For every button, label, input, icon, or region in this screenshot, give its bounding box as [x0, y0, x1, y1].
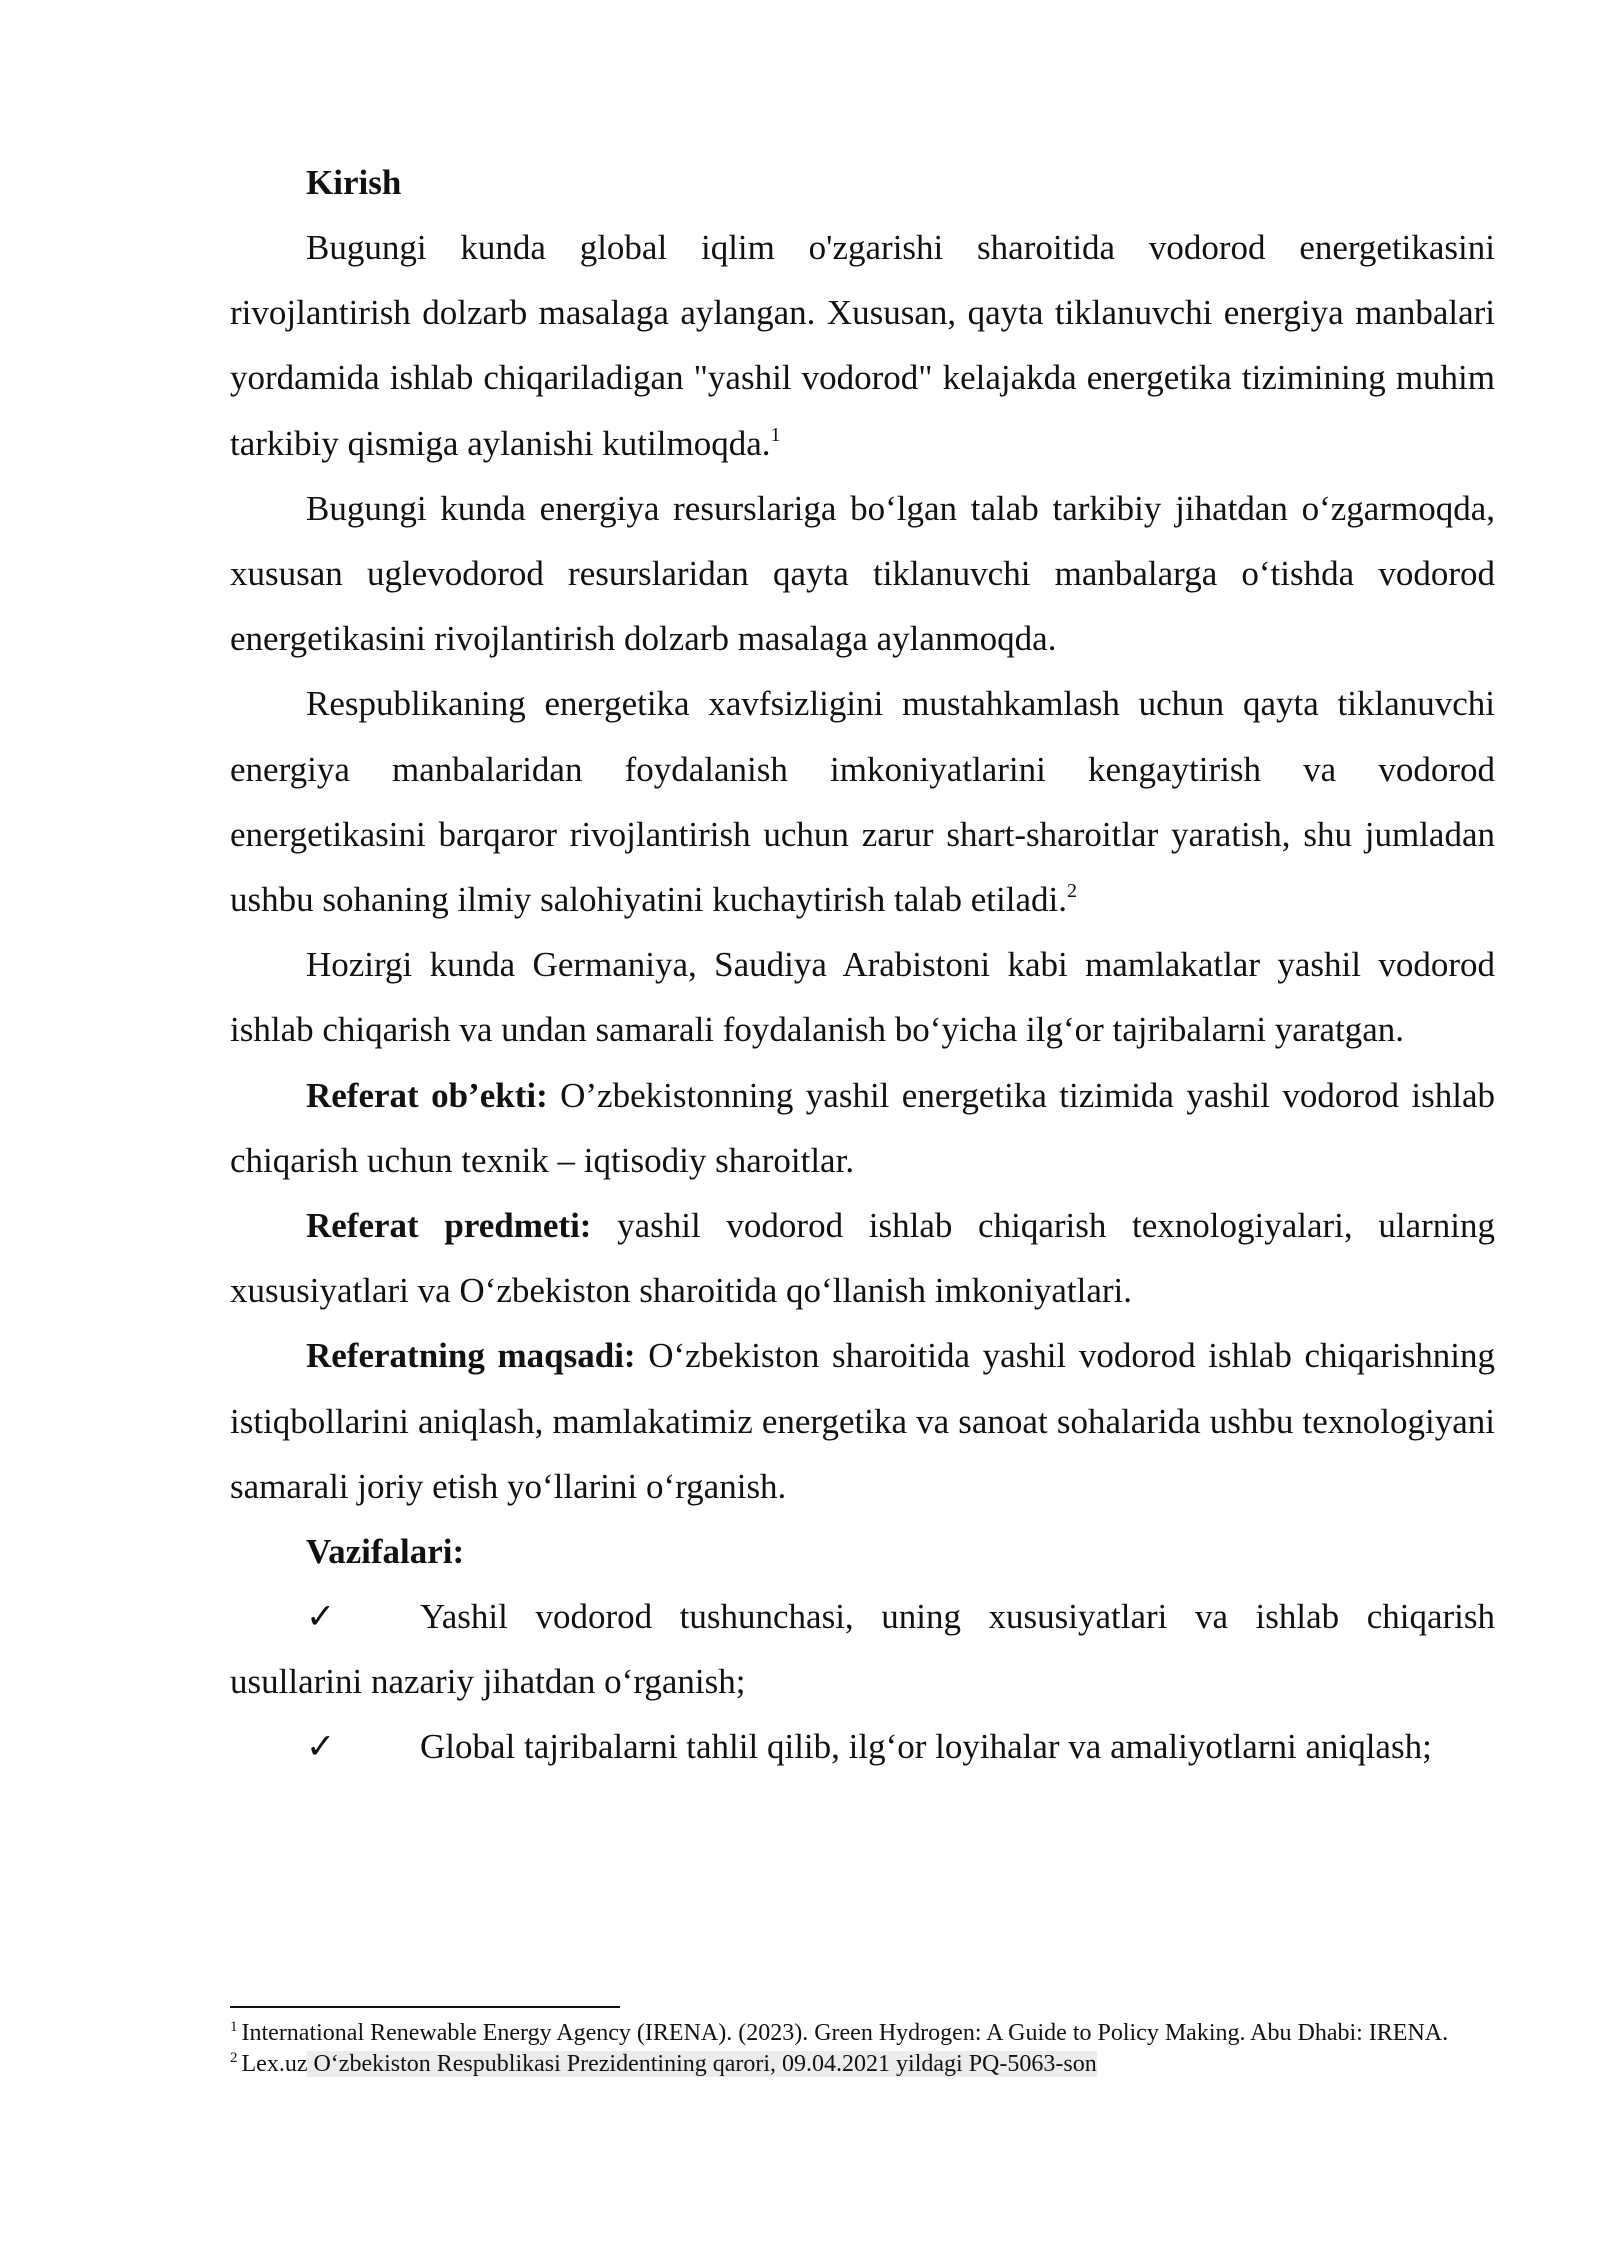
paragraph-1 [230, 215, 1495, 476]
footnote-text: International Renewable Energy Agency (IRENA). (2023). Green Hydrogen: A Guide to Policy Making. Abu Dhabi: IRENA. [241, 2020, 1449, 2046]
footnote-text: O‘zbekiston Respublikasi Prezidentining qarori, 09.04.2021 yildagi PQ-5063-son [307, 2051, 1097, 2077]
paragraph-4: Hozirgi kunda Germaniya, Saudiya Arabistoni kabi mamlakatlar yashil vodorod ishlab chiqarish va undan samarali foydalanish bo‘yicha ilg‘or tajribalarni yaratgan. [230, 945, 1495, 1050]
document-body [230, 150, 1495, 1780]
footnotes [230, 2018, 1495, 2080]
footnote-source: Lex.uz [241, 2051, 308, 2077]
task-item-text: Yashil vodorod tushunchasi, uning xususiyatlari va ishlab chiqarish usullarini nazariy jihatdan o‘rganish; [230, 1597, 1495, 1702]
referat-subject-text: yashil vodorod ishlab chiqarish texnologiyalari, ularning xususiyatlari va O‘zbekiston sharoitida qo‘llanish imkoniyatlari. [230, 1206, 1495, 1311]
footnote-ref-1[interactable]: 1 [770, 423, 781, 446]
footnote-number: 2 [230, 2050, 238, 2066]
paragraph-2: Bugungi kunda energiya resurslariga bo‘lgan talab tarkibiy jihatdan o‘zgarmoqda, xususan uglevodorod resurslaridan qayta tiklanuvchi manbalarga o‘tishda vodorod energetikasini rivojlantirish dolzarb masalaga aylanmoqda. [230, 488, 1495, 659]
referat-object-label: Referat ob’ekti: [306, 1075, 548, 1115]
paragraph-3 [230, 671, 1495, 932]
task-item [230, 1584, 1495, 1714]
referat-object [230, 1063, 1495, 1193]
task-item [230, 1714, 1495, 1779]
paragraph-3-text: Respublikaning energetika xavfsizligini mustahkamlash uchun qayta tiklanuvchi energiya manbalaridan foydalanish imkoniyatlarini kengaytirish va vodorod energetikasini barqaror rivojlantirish uchun zarur shart-sharoitlar yaratish, shu jumladan ushbu sohaning ilmiy salohiyatini kuchaytirish talab etiladi. [230, 684, 1495, 920]
tasks-heading: Vazifalari: [306, 1532, 465, 1572]
paragraph-1-text: Bugungi kunda global iqlim o'zgarishi sharoitida vodorod energetikasini rivojlantirish dolzarb masalaga aylangan. Xususan, qayta tiklanuvchi energiya manbalari yordamida ishlab chiqariladigan "yashil vodorod" kelajakda energetika tizimining muhim tarkibiy qismiga aylanishi kutilmoqda. [230, 228, 1495, 463]
footnote-separator [230, 2006, 620, 2008]
referat-goal-label: Referatning maqsadi: [306, 1336, 636, 1376]
referat-goal [230, 1323, 1495, 1519]
checkmark-icon: ✓ [306, 1597, 336, 1637]
referat-subject [230, 1193, 1495, 1323]
task-item-text: Global tajribalarni tahlil qilib, ilg‘or loyihalar va amaliyotlarni aniqlash; [420, 1727, 1432, 1767]
checkmark-icon: ✓ [306, 1727, 336, 1767]
footnote-ref-2[interactable]: 2 [1066, 880, 1077, 903]
referat-subject-label: Referat predmeti: [306, 1206, 592, 1246]
page-heading: Kirish [306, 163, 402, 202]
footnote-2 [230, 2049, 1495, 2080]
footnote-1 [230, 2018, 1495, 2049]
referat-goal-text: O‘zbekiston sharoitida yashil vodorod ishlab chiqarishning istiqbollarini aniqlash, mamlakatimiz energetika va sanoat sohalarida ushbu texnologiyani samarali joriy etish yo‘llarini o‘rganish. [230, 1336, 1495, 1506]
footnote-number: 1 [230, 2019, 238, 2035]
referat-object-text: O’zbekistonning yashil energetika tizimida yashil vodorod ishlab chiqarish uchun texnik – iqtisodiy sharoitlar. [230, 1075, 1495, 1180]
